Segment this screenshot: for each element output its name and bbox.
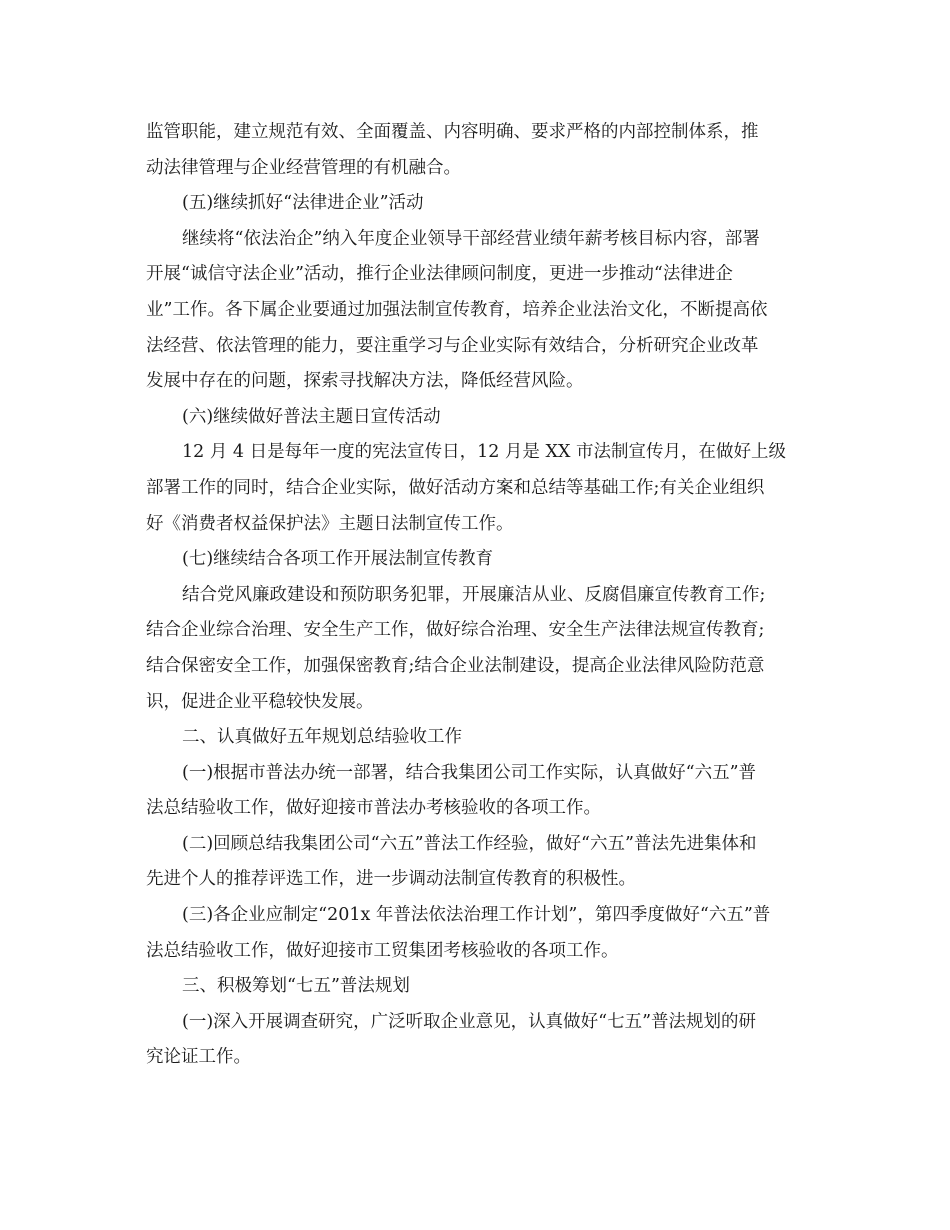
heading-text: (六)继续做好普法主题日宣传活动 (182, 406, 441, 427)
heading-text: (五)继续抓好“法律进企业”活动 (182, 193, 424, 214)
text-line: 识，促进企业平稳较快发展。 (146, 691, 374, 712)
text-line: 发展中存在的问题，探索寻找解决方法，降低经营风险。 (146, 371, 584, 392)
text-line: (二)回顾总结我集团公司“六五”普法工作经验，做好“六五”普法先进集体和 (182, 833, 757, 854)
section-heading-7 (146, 542, 810, 578)
paragraph-two-item-2 (146, 827, 810, 898)
text-line: 先进个人的推荐评选工作，进一步调动法制宣传教育的积极性。 (146, 869, 636, 890)
section-heading-5 (146, 186, 810, 222)
text-line: 12 月 4 日是每年一度的宪法宣传日，12 月是 XX 市法制宣传月，在做好上级 (182, 442, 786, 463)
section-heading-two (146, 720, 810, 756)
text-line: 究论证工作。 (146, 1047, 251, 1068)
section-heading-three (146, 969, 810, 1005)
paragraph-combined-education (146, 578, 810, 720)
text-line: (一)深入开展调查研究，广泛听取企业意见，认真做好“七五”普法规划的研 (182, 1011, 757, 1032)
paragraph-law-into-enterprise (146, 222, 810, 400)
text-line: 结合党风廉政建设和预防职务犯罪，开展廉洁从业、反腐倡廉宣传教育工作; (182, 584, 766, 605)
text-line: 开展“诚信守法企业”活动，推行企业法律顾问制度，更进一步推动“法律进企 (146, 264, 733, 285)
paragraph-two-item-1 (146, 756, 810, 827)
text-line: 业”工作。各下属企业要通过加强法制宣传教育，培养企业法治文化，不断提高依 (146, 299, 768, 320)
text-line: 动法律管理与企业经营管理的有机融合。 (146, 157, 461, 178)
paragraph-internal-control (146, 115, 810, 186)
paragraph-three-item-1 (146, 1005, 810, 1076)
text-line: 法经营、依法管理的能力，要注重学习与企业实际有效结合，分析研究企业改革 (146, 335, 759, 356)
text-line: (三)各企业应制定“201x 年普法依法治理工作计划”，第四季度做好“六五”普 (182, 905, 771, 926)
text-line: 结合保密安全工作，加强保密教育;结合企业法制建设，提高企业法律风险防范意 (146, 655, 765, 676)
document-body (146, 115, 810, 1076)
text-line: 结合企业综合治理、安全生产工作，做好综合治理、安全生产法律法规宣传教育; (146, 620, 765, 641)
heading-text: 三、积极筹划“七五”普法规划 (182, 976, 410, 997)
text-line: 法总结验收工作，做好迎接市工贸集团考核验收的各项工作。 (146, 940, 619, 961)
heading-text: 二、认真做好五年规划总结验收工作 (182, 727, 462, 748)
paragraph-constitution-day (146, 435, 810, 542)
text-line: 监管职能，建立规范有效、全面覆盖、内容明确、要求严格的内部控制体系，推 (146, 122, 759, 142)
text-line: 继续将“依法治企”纳入年度企业领导干部经营业绩年薪考核目标内容，部署 (182, 228, 760, 249)
heading-text: (七)继续结合各项工作开展法制宣传教育 (182, 549, 494, 570)
text-line: 部署工作的同时，结合企业实际，做好活动方案和总结等基础工作;有关企业组织 (146, 477, 765, 498)
text-line: 法总结验收工作，做好迎接市普法办考核验收的各项工作。 (146, 798, 601, 819)
text-line: (一)根据市普法办统一部署，结合我集团公司工作实际，认真做好“六五”普 (182, 762, 757, 783)
text-line: 好《消费者权益保护法》主题日法制宣传工作。 (146, 513, 514, 534)
section-heading-6 (146, 400, 810, 436)
paragraph-two-item-3 (146, 898, 810, 969)
